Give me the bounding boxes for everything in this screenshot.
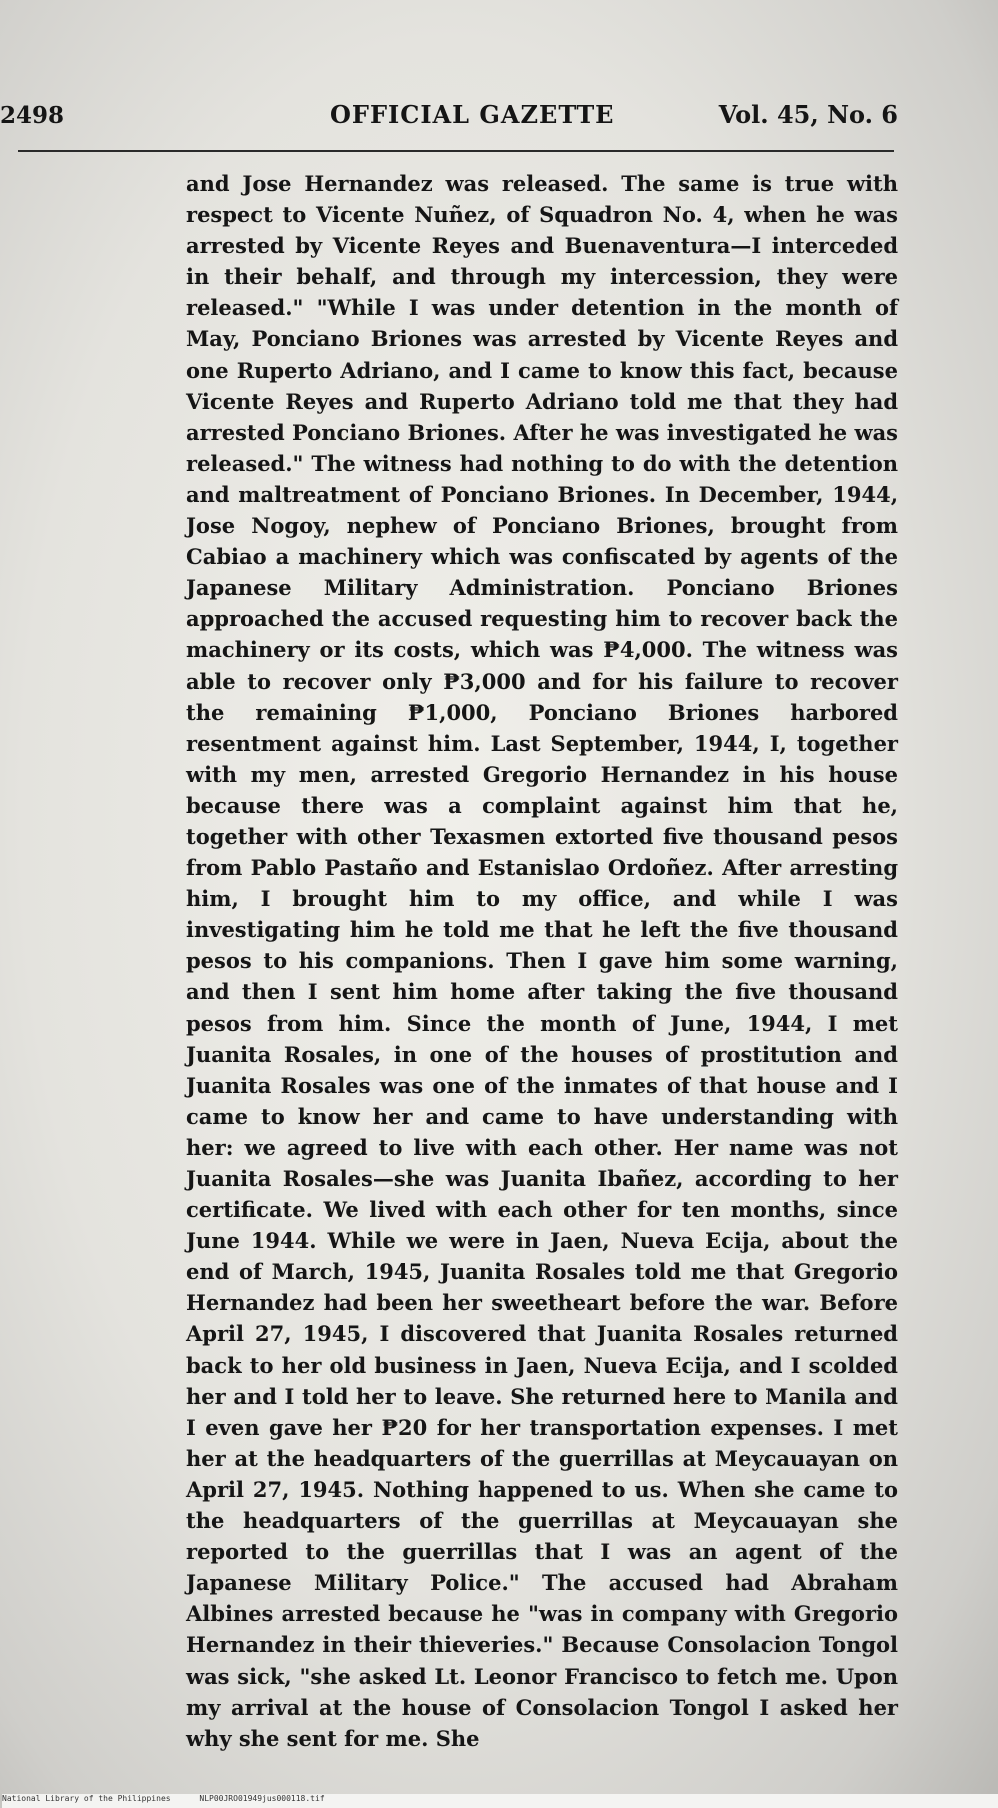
page-header — [0, 98, 998, 132]
page-number: 2498 — [0, 102, 65, 129]
scan-footer — [2, 1794, 998, 1808]
volume-number: Vol. 45, No. 6 — [718, 100, 898, 129]
library-credit: National Library of the Philippines — [2, 1794, 171, 1803]
file-id: NLP00JRO01949jus000118.tif — [199, 1794, 325, 1803]
header-rule — [18, 150, 894, 152]
running-title: OFFICIAL GAZETTE — [330, 100, 615, 129]
body-paragraph: and Jose Hernandez was released. The same is true with respect to Vicente Nuñez, of Squadron No. 4, when he was arrested by Vicente Reyes and Buenaventura—I interceded in their behalf, and through my intercession, they were released." "While I was under detention in the month of May, Ponciano Briones was arrested by Vicente Reyes and one Ruperto Adriano, and I came to know this fact, because Vicente Reyes and Ruperto Adriano told me that they had arrested Ponciano Briones. After he was investigated he was released." The witness had nothing to do with the detention and maltreatment of Ponciano Briones. In December, 1944, Jose Nogoy, nephew of Ponciano Briones, brought from Cabiao a machinery which was confiscated by agents of the Japanese Military Administration. Ponciano Briones approached the accused requesting him to recover back the machinery or its costs, which was ₱4,000. The witness was able to recover only ₱3,000 and for his failure to recover the remaining ₱1,000, Ponciano Briones harbored resentment against him. Last September, 1944, I, together with my men, arrested Gregorio Hernandez in his house because there was a complaint against him that he, together with other Texasmen extorted five thousand pesos from Pablo Pastaño and Estanislao Ordoñez. After arresting him, I brought him to my office, and while I was investigating him he told me that he left the five thousand pesos to his companions. Then I gave him some warning, and then I sent him home after taking the five thousand pesos from him. Since the month of June, 1944, I met Juanita Rosales, in one of the houses of prostitution and Juanita Rosales was one of the inmates of that house and I came to know her and came to have understanding with her: we agreed to live with each other. Her name was not Juanita Rosales—she was Juanita Ibañez, according to her certificate. We lived with each other for ten months, since June 1944. While we were in Jaen, Nueva Ecija, about the end of March, 1945, Juanita Rosales told me that Gregorio Hernandez had been her sweetheart before the war. Before April 27, 1945, I discovered that Juanita Rosales returned back to her old business in Jaen, Nueva Ecija, and I scolded her and I told her to leave. She returned here to Manila and I even gave her ₱20 for her transportation expenses. I met her at the headquarters of the guerrillas at Meycauayan on April 27, 1945. Nothing happened to us. When she came to the headquarters of the guerrillas at Meycauayan she reported to the guerrillas that I was an agent of the Japanese Military Police." The accused had Abraham Albines arrested because he "was in company with Gregorio Hernandez in their thieveries." Because Consolacion Tongol was sick, "she asked Lt. Leonor Francisco to fetch me. Upon my arrival at the house of Consolacion Tongol I asked her why she sent for me. She — [186, 171, 898, 1751]
